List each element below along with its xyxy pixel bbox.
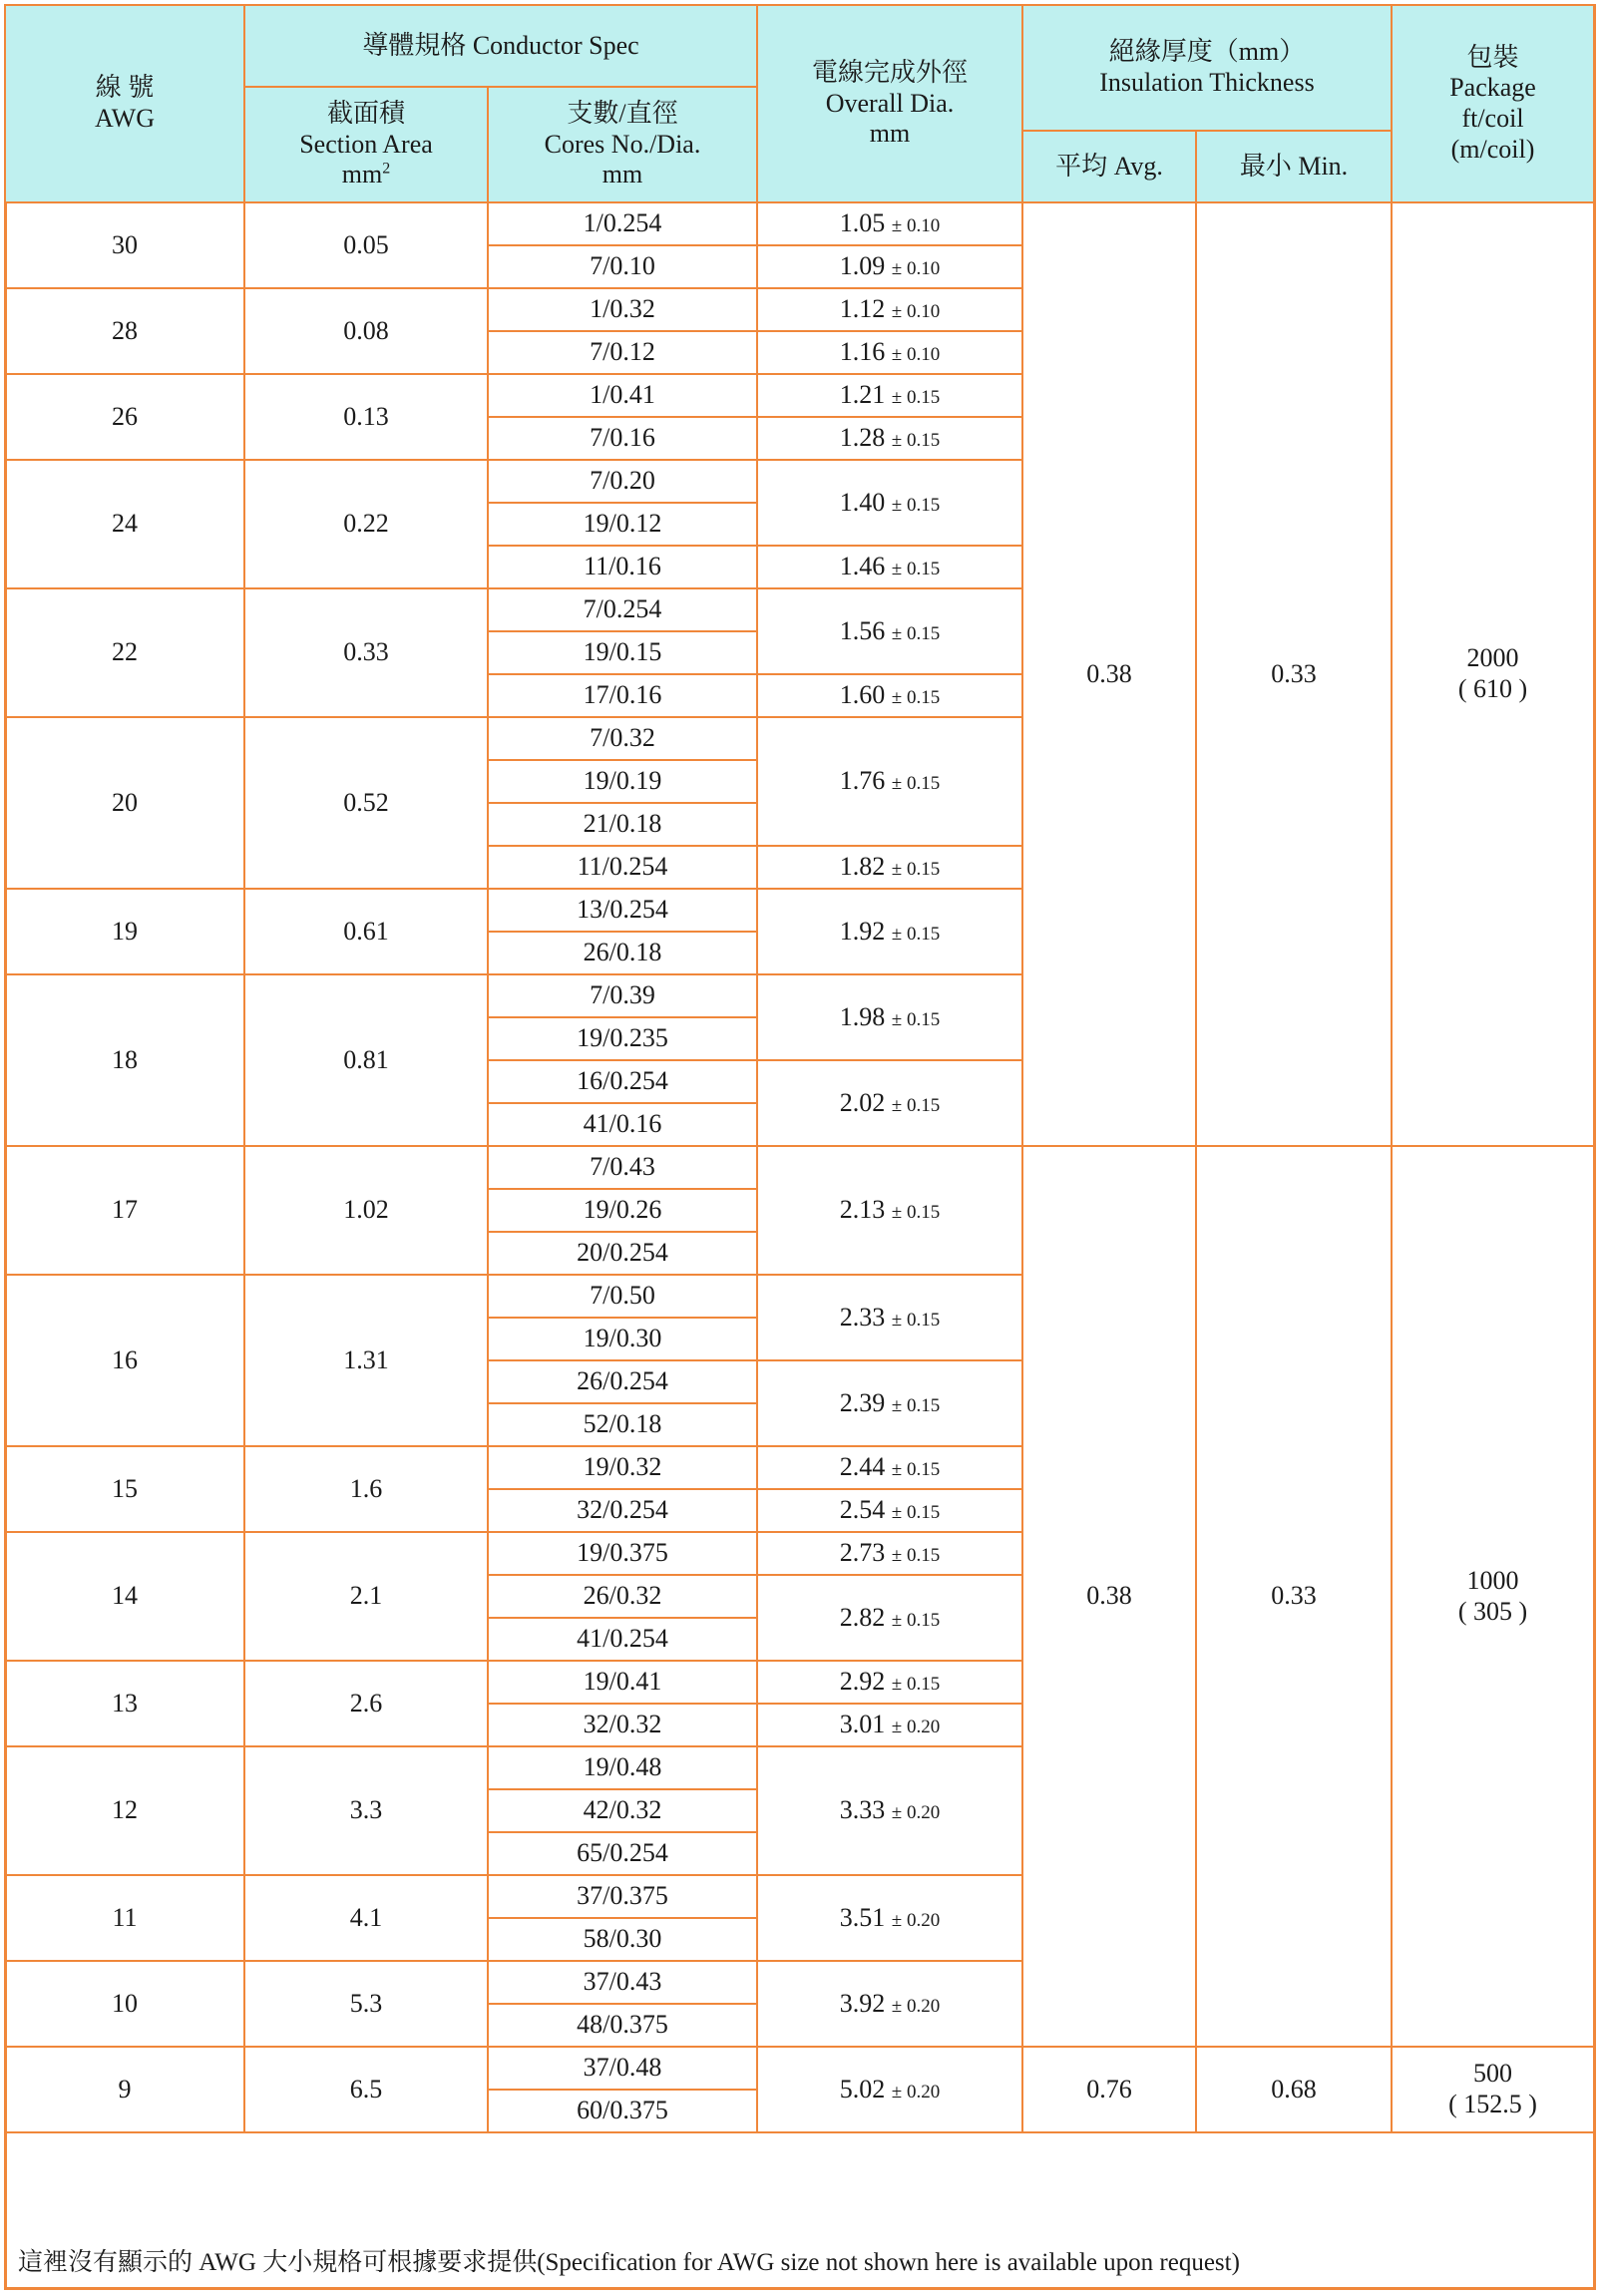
overall-dia-cell — [757, 1875, 1022, 1961]
overall-dia-cell — [757, 245, 1022, 288]
dia-value: 2.39 — [839, 1387, 886, 1417]
cores-cell: 19/0.26 — [488, 1189, 757, 1232]
section-area-cell: 0.81 — [244, 974, 488, 1146]
awg-cell: 19 — [5, 889, 244, 974]
dia-tolerance: ± 0.15 — [891, 1394, 941, 1416]
package-ft: 500 — [1473, 2059, 1512, 2089]
section-area-cell: 2.1 — [244, 1532, 488, 1661]
dia-value: 3.01 — [839, 1710, 886, 1739]
dia-value: 1.98 — [839, 1001, 886, 1031]
dia-tolerance: ± 0.10 — [891, 301, 941, 323]
dia-tolerance: ± 0.20 — [891, 1717, 941, 1738]
awg-cell: 10 — [5, 1961, 244, 2047]
cores-cell: 7/0.10 — [488, 245, 757, 288]
cores-cell: 26/0.32 — [488, 1575, 757, 1618]
cores-cell: 41/0.16 — [488, 1103, 757, 1146]
dia-tolerance: ± 0.15 — [891, 1008, 941, 1030]
package-ft: 1000 — [1466, 1565, 1519, 1595]
awg-cell: 24 — [5, 460, 244, 588]
cores-cell: 19/0.12 — [488, 503, 757, 546]
header-avg: 平均 Avg. — [1022, 131, 1196, 202]
dia-tolerance: ± 0.10 — [891, 344, 941, 366]
insulation-avg-cell: 0.76 — [1022, 2047, 1196, 2132]
overall-dia-cell — [757, 889, 1022, 974]
cores-cell: 19/0.30 — [488, 1318, 757, 1360]
dia-tolerance: ± 0.15 — [891, 773, 941, 795]
section-area-cell: 1.31 — [244, 1275, 488, 1446]
header-awg: 線 號 AWG — [5, 5, 244, 202]
cores-cell: 19/0.235 — [488, 1017, 757, 1060]
section-area-cell: 0.22 — [244, 460, 488, 588]
dia-tolerance: ± 0.15 — [891, 1674, 941, 1696]
table-row — [5, 202, 1594, 245]
cores-cell: 32/0.254 — [488, 1489, 757, 1532]
overall-dia-cell — [757, 288, 1022, 331]
overall-dia-cell — [757, 1275, 1022, 1360]
dia-value: 2.02 — [839, 1087, 886, 1117]
overall-dia-cell — [757, 974, 1022, 1060]
dia-value: 1.21 — [839, 380, 886, 410]
dia-value: 2.92 — [839, 1667, 886, 1697]
awg-cell: 14 — [5, 1532, 244, 1661]
dia-value: 3.51 — [839, 1902, 886, 1932]
dia-tolerance: ± 0.15 — [891, 1309, 941, 1331]
dia-value: 2.13 — [839, 1195, 886, 1225]
section-area-cell: 1.02 — [244, 1146, 488, 1275]
package-cell — [1392, 2047, 1594, 2132]
dia-value: 1.46 — [839, 552, 886, 581]
section-area-cell: 6.5 — [244, 2047, 488, 2132]
cores-cell: 13/0.254 — [488, 889, 757, 932]
cores-cell: 1/0.41 — [488, 374, 757, 417]
dia-tolerance: ± 0.20 — [891, 1909, 941, 1931]
dia-value: 1.28 — [839, 423, 886, 453]
cores-cell: 19/0.19 — [488, 760, 757, 803]
cores-cell: 7/0.32 — [488, 717, 757, 760]
section-area-cell: 0.13 — [244, 374, 488, 460]
dia-value: 2.33 — [839, 1302, 886, 1332]
cores-cell: 42/0.32 — [488, 1789, 757, 1832]
dia-value: 3.33 — [839, 1795, 886, 1825]
awg-cell: 30 — [5, 202, 244, 288]
overall-dia-cell — [757, 1575, 1022, 1661]
overall-dia-cell — [757, 1489, 1022, 1532]
cores-cell: 26/0.18 — [488, 932, 757, 974]
awg-cell: 17 — [5, 1146, 244, 1275]
section-area-cell: 0.61 — [244, 889, 488, 974]
dia-tolerance: ± 0.15 — [891, 1459, 941, 1481]
cores-cell: 7/0.39 — [488, 974, 757, 1017]
cores-cell: 48/0.375 — [488, 2004, 757, 2047]
cores-cell: 17/0.16 — [488, 674, 757, 717]
awg-cell: 11 — [5, 1875, 244, 1961]
awg-cell: 13 — [5, 1661, 244, 1746]
overall-dia-cell — [757, 1146, 1022, 1275]
dia-value: 1.92 — [839, 916, 886, 946]
cores-cell: 7/0.254 — [488, 588, 757, 631]
footnote: 這裡沒有顯示的 AWG 大小規格可根據要求提供(Specification for AWG size not shown here is available upon request) — [18, 2249, 1240, 2276]
cores-cell: 7/0.50 — [488, 1275, 757, 1318]
overall-dia-cell — [757, 1446, 1022, 1489]
table-row — [5, 1146, 1594, 1189]
overall-dia-cell — [757, 846, 1022, 889]
insulation-min-cell: 0.33 — [1196, 1146, 1392, 2047]
overall-dia-cell — [757, 546, 1022, 588]
cores-cell: 37/0.43 — [488, 1961, 757, 2004]
header-cores: 支數/直徑 Cores No./Dia. mm — [488, 87, 757, 202]
package-m: ( 305 ) — [1457, 1596, 1528, 1626]
overall-dia-cell — [757, 1704, 1022, 1746]
dia-value: 2.73 — [839, 1538, 886, 1568]
awg-cell: 16 — [5, 1275, 244, 1446]
section-area-cell: 0.52 — [244, 717, 488, 889]
awg-cell: 12 — [5, 1746, 244, 1875]
header-conductor-spec: 導體規格 Conductor Spec — [244, 5, 757, 87]
dia-value: 1.60 — [839, 680, 886, 710]
insulation-min-cell: 0.33 — [1196, 202, 1392, 1146]
package-m: ( 610 ) — [1457, 674, 1528, 703]
overall-dia-cell — [757, 374, 1022, 417]
package-m: ( 152.5 ) — [1448, 2090, 1537, 2118]
dia-value: 2.82 — [839, 1602, 886, 1632]
cores-cell: 19/0.32 — [488, 1446, 757, 1489]
header-section-area: 截面積 Section Area $mm^2$ — [244, 87, 488, 202]
awg-spec-table — [4, 4, 1595, 2133]
awg-cell: 26 — [5, 374, 244, 460]
section-area-cell: 2.6 — [244, 1661, 488, 1746]
dia-value: 1.40 — [839, 487, 886, 517]
dia-tolerance: ± 0.15 — [891, 559, 941, 580]
dia-value: 1.56 — [839, 615, 886, 645]
dia-value: 2.44 — [839, 1452, 886, 1482]
header-insulation: 絕緣厚度（mm） Insulation Thickness — [1022, 5, 1392, 131]
overall-dia-cell — [757, 1746, 1022, 1875]
package-cell — [1392, 202, 1594, 1146]
awg-cell: 20 — [5, 717, 244, 889]
overall-dia-cell — [757, 1060, 1022, 1146]
cores-cell: 26/0.254 — [488, 1360, 757, 1403]
cores-cell: 1/0.254 — [488, 202, 757, 245]
overall-dia-cell — [757, 417, 1022, 460]
cores-cell: 7/0.12 — [488, 331, 757, 374]
dia-tolerance: ± 0.10 — [891, 258, 941, 280]
dia-value: 1.82 — [839, 852, 886, 882]
awg-cell: 28 — [5, 288, 244, 374]
overall-dia-cell — [757, 717, 1022, 846]
spec-body — [5, 202, 1594, 2132]
cores-cell: 7/0.16 — [488, 417, 757, 460]
dia-value: 2.54 — [839, 1495, 886, 1525]
section-area-cell: 4.1 — [244, 1875, 488, 1961]
dia-tolerance: ± 0.20 — [891, 2081, 941, 2103]
header-package: 包裝 Package ft/coil (m/coil) — [1392, 5, 1594, 202]
overall-dia-cell — [757, 588, 1022, 674]
cores-cell: 52/0.18 — [488, 1403, 757, 1446]
dia-value: 1.76 — [839, 766, 886, 796]
dia-tolerance: ± 0.15 — [891, 1502, 941, 1524]
dia-tolerance: ± 0.20 — [891, 1802, 941, 1824]
overall-dia-cell — [757, 1661, 1022, 1704]
cores-cell: 37/0.375 — [488, 1875, 757, 1918]
header-min: 最小 Min. — [1196, 131, 1392, 202]
cores-cell: 19/0.41 — [488, 1661, 757, 1704]
overall-dia-cell — [757, 1961, 1022, 2047]
overall-dia-cell — [757, 331, 1022, 374]
package-cell — [1392, 1146, 1594, 2047]
dia-tolerance: ± 0.15 — [891, 923, 941, 945]
dia-value: 1.12 — [839, 294, 886, 324]
cores-cell: 7/0.43 — [488, 1146, 757, 1189]
cores-cell: 60/0.375 — [488, 2090, 757, 2132]
insulation-min-cell: 0.68 — [1196, 2047, 1392, 2132]
dia-value: 5.02 — [839, 2074, 886, 2104]
dia-tolerance: ± 0.15 — [891, 859, 941, 881]
dia-tolerance: ± 0.15 — [891, 1609, 941, 1631]
cores-cell: 32/0.32 — [488, 1704, 757, 1746]
header-overall-dia: 電線完成外徑 Overall Dia. mm — [757, 5, 1022, 202]
cores-cell: 19/0.375 — [488, 1532, 757, 1575]
cores-cell: 58/0.30 — [488, 1918, 757, 1961]
cores-cell: 37/0.48 — [488, 2047, 757, 2090]
cores-cell: 16/0.254 — [488, 1060, 757, 1103]
dia-tolerance: ± 0.15 — [891, 687, 941, 709]
dia-tolerance: ± 0.15 — [891, 1202, 941, 1224]
overall-dia-cell — [757, 1532, 1022, 1575]
section-area-cell: 0.08 — [244, 288, 488, 374]
awg-cell: 15 — [5, 1446, 244, 1532]
dia-value: 1.05 — [839, 208, 886, 238]
dia-tolerance: ± 0.15 — [891, 622, 941, 644]
overall-dia-cell — [757, 1360, 1022, 1446]
overall-dia-cell — [757, 460, 1022, 546]
cores-cell: 19/0.48 — [488, 1746, 757, 1789]
section-area-cell: 1.6 — [244, 1446, 488, 1532]
awg-cell: 22 — [5, 588, 244, 717]
dia-tolerance: ± 0.15 — [891, 494, 941, 516]
cores-cell: 19/0.15 — [488, 631, 757, 674]
section-area-cell: 0.05 — [244, 202, 488, 288]
section-area-cell: 3.3 — [244, 1746, 488, 1875]
cores-cell: 11/0.16 — [488, 546, 757, 588]
overall-dia-cell — [757, 202, 1022, 245]
dia-value: 3.92 — [839, 1988, 886, 2018]
dia-tolerance: ± 0.15 — [891, 387, 941, 409]
package-ft: 2000 — [1466, 643, 1519, 673]
table-row — [5, 2047, 1594, 2090]
cores-cell: 65/0.254 — [488, 1832, 757, 1875]
cores-cell: 20/0.254 — [488, 1232, 757, 1275]
section-area-cell: 5.3 — [244, 1961, 488, 2047]
awg-cell: 18 — [5, 974, 244, 1146]
cores-cell: 11/0.254 — [488, 846, 757, 889]
cores-cell: 41/0.254 — [488, 1618, 757, 1661]
insulation-avg-cell: 0.38 — [1022, 1146, 1196, 2047]
insulation-avg-cell: 0.38 — [1022, 202, 1196, 1146]
dia-tolerance: ± 0.15 — [891, 1545, 941, 1567]
dia-value: 1.16 — [839, 337, 886, 367]
section-area-cell: 0.33 — [244, 588, 488, 717]
cores-cell: 7/0.20 — [488, 460, 757, 503]
dia-value: 1.09 — [839, 251, 886, 281]
overall-dia-cell — [757, 2047, 1022, 2132]
dia-tolerance: ± 0.10 — [891, 215, 941, 237]
cores-cell: 21/0.18 — [488, 803, 757, 846]
dia-tolerance: ± 0.20 — [891, 1995, 941, 2017]
cores-cell: 1/0.32 — [488, 288, 757, 331]
overall-dia-cell — [757, 674, 1022, 717]
dia-tolerance: ± 0.15 — [891, 430, 941, 452]
awg-cell: 9 — [5, 2047, 244, 2132]
dia-tolerance: ± 0.15 — [891, 1094, 941, 1116]
